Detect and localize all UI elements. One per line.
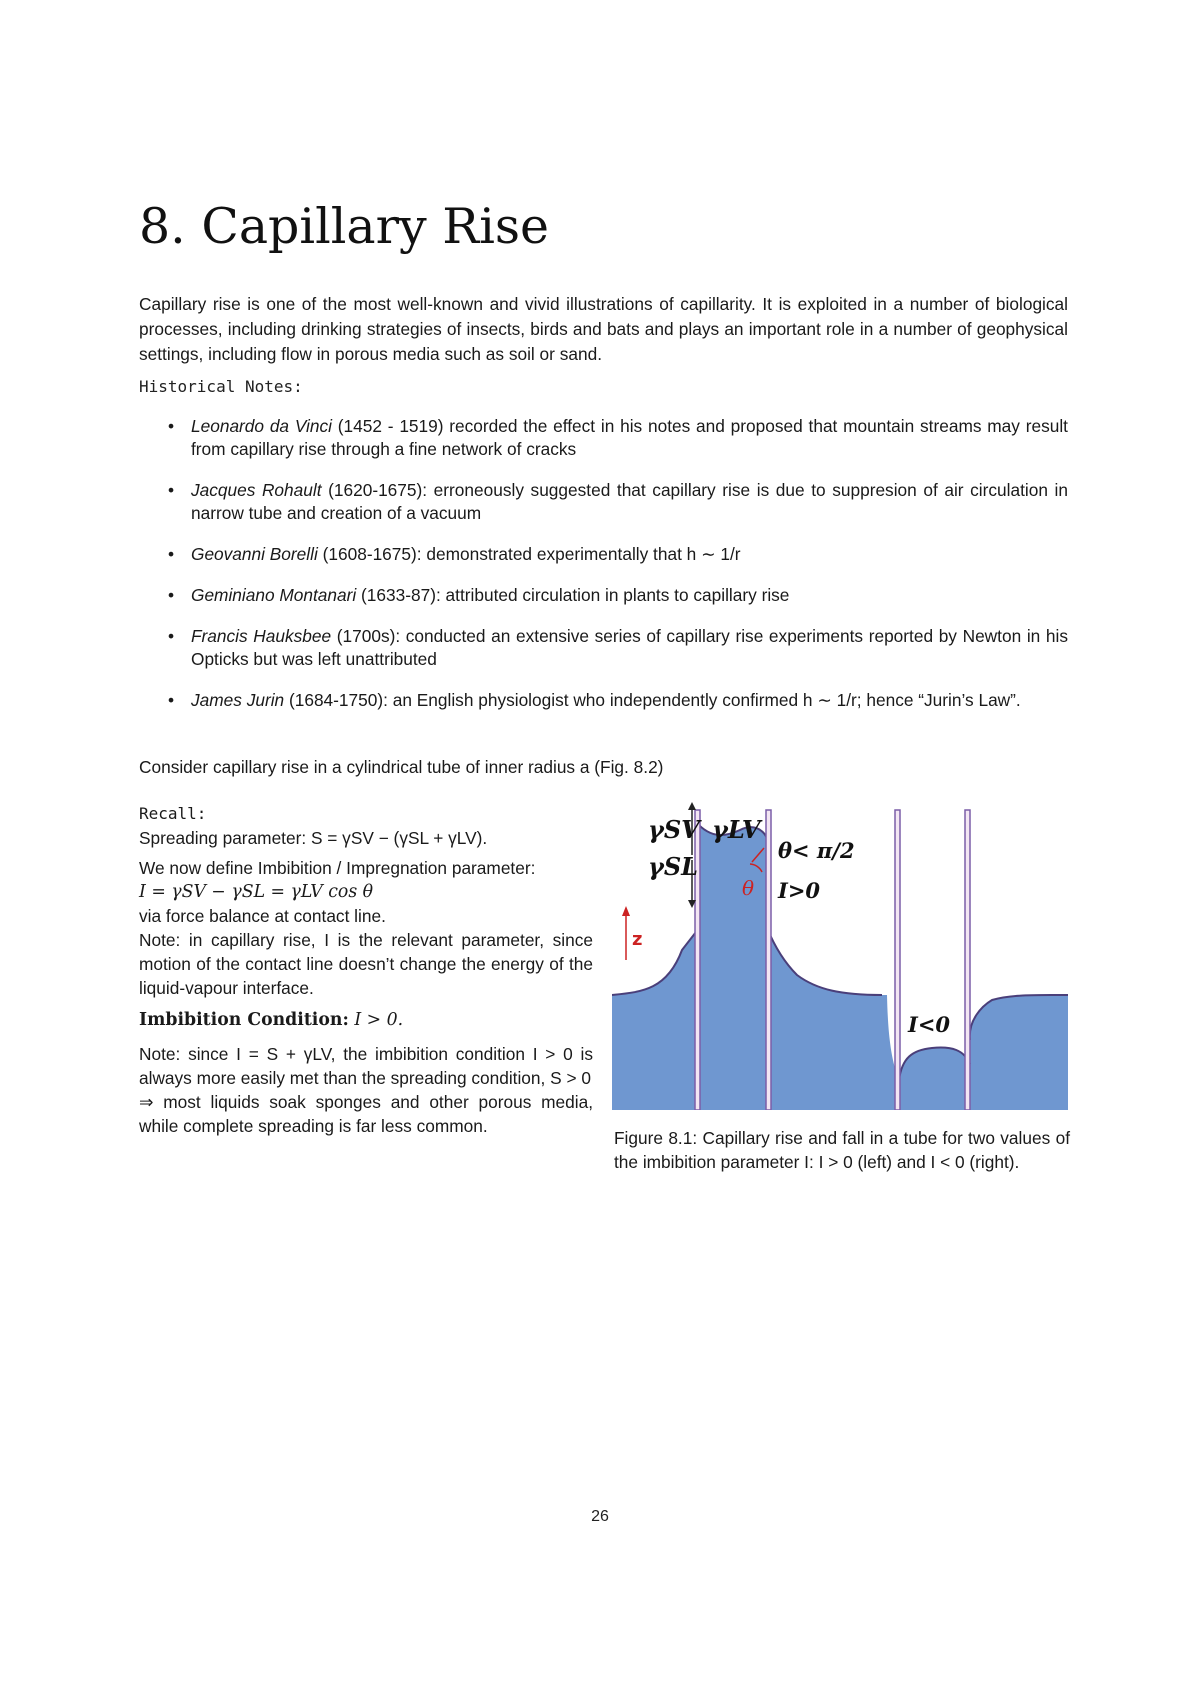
- note-text: (1633-87): attributed circulation in plants to capillary rise: [356, 585, 790, 605]
- z-label: z: [632, 929, 643, 950]
- list-item: [168, 543, 1068, 566]
- note-text: (1620-1675): erroneously suggested that capillary rise is due to suppresion of air circulation in narrow tube and creation of a vacuum: [191, 480, 1068, 523]
- historical-notes-list: [168, 415, 1068, 712]
- list-item: [168, 584, 1068, 607]
- force-balance-note: via force balance at contact line.: [139, 906, 386, 926]
- chapter-title: 8. Capillary Rise: [139, 198, 550, 255]
- i-positive-label: I>0: [778, 878, 821, 903]
- tube-wall-right-1: [895, 810, 900, 1110]
- note-text: (1452 - 1519) recorded the effect in his notes and proposed that mountain streams may result from capillary rise through a fine network of cracks: [191, 416, 1068, 459]
- bullet-icon: •: [168, 626, 175, 646]
- imbibition-definition: We now define Imbibition / Impregnation parameter:: [139, 858, 536, 878]
- bullet-icon: •: [168, 544, 175, 564]
- z-axis-arrowhead: [622, 906, 630, 916]
- bullet-icon: •: [168, 480, 175, 500]
- recall-column: [139, 802, 593, 1138]
- bullet-icon: •: [168, 416, 175, 436]
- condition-value: I > 0.: [354, 1010, 404, 1030]
- gamma-sv-arrowhead: [688, 802, 696, 810]
- theta-condition-label: θ< π/2: [778, 838, 855, 863]
- page-number: 26: [591, 1508, 609, 1525]
- imbibition-equation: I = γSV − γSL = γLV cos θ: [139, 882, 374, 902]
- imbibition-condition: [139, 1008, 593, 1032]
- note-text: (1684-1750): an English physiologist who independently confirmed h ∼ 1/r; hence “Jurin’s Law”.: [284, 690, 1021, 710]
- bullet-icon: •: [168, 690, 175, 710]
- condition-label: Imbibition Condition:: [139, 1010, 349, 1030]
- imbibition-vs-spreading-note: Note: since I = S + γLV, the imbibition condition I > 0 is always more easily met than the spreading condition, S > 0: [139, 1044, 593, 1088]
- note-text: (1700s): conducted an extensive series of capillary rise experiments reported by Newton in his Opticks but was left unattributed: [191, 626, 1068, 669]
- tube-wall-right-2: [965, 810, 970, 1110]
- note-text: (1608-1675): demonstrated experimentally that h ∼ 1/r: [317, 544, 741, 564]
- figure-caption: Figure 8.1: Capillary rise and fall in a tube for two values of the imbibition parameter I: I > 0 (left) and I < 0 (right).: [614, 1128, 1070, 1172]
- gamma-sl-label: γSL: [648, 852, 699, 881]
- consider-paragraph: Consider capillary rise in a cylindrical tube of inner radius a (Fig. 8.2): [139, 757, 664, 777]
- capillary-diagram: [612, 800, 1068, 1110]
- capillary-figure: [612, 800, 1068, 1110]
- relevant-parameter-note: Note: in capillary rise, I is the relevant parameter, since motion of the contact line doesn’t change the energy of the liquid-vapour interface.: [139, 930, 593, 998]
- note-name: Geovanni Borelli: [191, 544, 318, 564]
- i-negative-label: I<0: [908, 1012, 951, 1037]
- note-name: James Jurin: [191, 690, 285, 710]
- recall-label: Recall:: [139, 804, 207, 823]
- bullet-icon: •: [168, 585, 175, 605]
- gamma-sv-label: γSV: [648, 815, 700, 844]
- list-item: [168, 415, 1068, 461]
- note-name: Jacques Rohault: [191, 480, 322, 500]
- note-name: Geminiano Montanari: [191, 585, 357, 605]
- conclusion: ⇒ most liquids soak sponges and other porous media, while complete spreading is far less common.: [139, 1092, 593, 1136]
- list-item: [168, 625, 1068, 671]
- theta-label: θ: [742, 876, 755, 900]
- note-name: Leonardo da Vinci: [191, 416, 332, 436]
- list-item: [168, 689, 1068, 712]
- historical-notes-heading: Historical Notes:: [139, 377, 303, 396]
- note-name: Francis Hauksbee: [191, 626, 332, 646]
- list-item: [168, 479, 1068, 525]
- tube-wall-left-2: [766, 810, 771, 1110]
- intro-paragraph: Capillary rise is one of the most well-known and vivid illustrations of capillarity. It is exploited in a number of biological processes, including drinking strategies of insects, birds and bats and plays an important role in a number of geophysical settings, including flow in porous media such as soil or sand.: [139, 294, 1068, 364]
- spreading-parameter: Spreading parameter: S = γSV − (γSL + γLV).: [139, 828, 488, 848]
- gamma-lv-label: γLV: [712, 815, 761, 844]
